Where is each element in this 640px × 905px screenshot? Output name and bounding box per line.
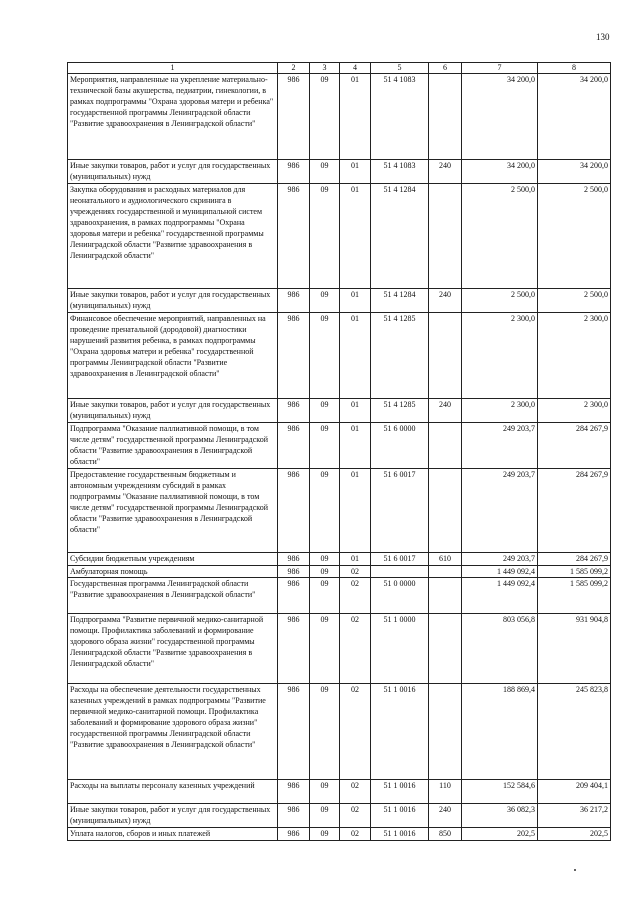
cell-section: 09	[310, 160, 340, 184]
cell-type	[429, 578, 462, 614]
cell-ministry: 986	[278, 184, 310, 289]
row-name: Государственная программа Ленинградской области "Развитие здравоохранения в Ленинградской области"	[68, 578, 278, 614]
cell-target: 51 6 0000	[371, 423, 429, 469]
row-name: Подпрограмма "Развитие первичной медико-санитарной помощи. Профилактика заболеваний и формирование здорового образа жизни" государственной программы Ленинградской области "Развитие здравоохранения в Ленинградской области"	[68, 614, 278, 684]
cell-amount-1: 34 200,0	[462, 74, 538, 160]
cell-target: 51 4 1083	[371, 160, 429, 184]
cell-amount-2: 36 217,2	[538, 804, 611, 828]
cell-amount-1: 2 500,0	[462, 289, 538, 313]
column-header: 2	[278, 63, 310, 74]
cell-ministry: 986	[278, 469, 310, 553]
cell-amount-2: 34 200,0	[538, 160, 611, 184]
cell-section: 09	[310, 399, 340, 423]
cell-section: 09	[310, 184, 340, 289]
table-row	[68, 313, 611, 399]
cell-type	[429, 469, 462, 553]
cell-amount-2: 202,5	[538, 828, 611, 841]
column-header: 5	[371, 63, 429, 74]
cell-target: 51 1 0016	[371, 804, 429, 828]
cell-ministry: 986	[278, 160, 310, 184]
cell-target: 51 0 0000	[371, 578, 429, 614]
cell-subsection: 02	[340, 828, 371, 841]
column-header: 8	[538, 63, 611, 74]
cell-amount-1: 202,5	[462, 828, 538, 841]
cell-target: 51 1 0000	[371, 614, 429, 684]
table-row	[68, 184, 611, 289]
table-row	[68, 469, 611, 553]
cell-type: 240	[429, 399, 462, 423]
cell-amount-1: 249 203,7	[462, 553, 538, 566]
table-row	[68, 566, 611, 578]
row-name: Мероприятия, направленные на укрепление материально-технической базы акушерства, педиатрии, гинекологии, в рамках подпрограммы "Охрана здоровья матери и ребенка" государственной программы Ленинградской области "Развитие здравоохранения в Ленинградской области"	[68, 74, 278, 160]
cell-ministry: 986	[278, 828, 310, 841]
cell-section: 09	[310, 780, 340, 804]
row-name: Расходы на выплаты персоналу казенных учреждений	[68, 780, 278, 804]
cell-amount-1: 152 584,6	[462, 780, 538, 804]
column-header: 4	[340, 63, 371, 74]
cell-section: 09	[310, 553, 340, 566]
row-name: Субсидии бюджетным учреждениям	[68, 553, 278, 566]
cell-target: 51 4 1285	[371, 399, 429, 423]
row-name: Уплата налогов, сборов и иных платежей	[68, 828, 278, 841]
cell-amount-2: 245 823,8	[538, 684, 611, 780]
table-row	[68, 780, 611, 804]
row-name: Подпрограмма "Оказание паллиативной помощи, в том числе детям" государственной программы Ленинградской области "Развитие здравоохранения в Ленинградской области"	[68, 423, 278, 469]
budget-table	[67, 62, 611, 841]
column-header: 6	[429, 63, 462, 74]
table-row	[68, 74, 611, 160]
cell-section: 09	[310, 289, 340, 313]
cell-subsection: 01	[340, 160, 371, 184]
cell-amount-2: 2 500,0	[538, 289, 611, 313]
cell-amount-2: 2 300,0	[538, 399, 611, 423]
cell-type	[429, 74, 462, 160]
table-row	[68, 828, 611, 841]
cell-target	[371, 566, 429, 578]
cell-subsection: 02	[340, 614, 371, 684]
cell-amount-1: 188 869,4	[462, 684, 538, 780]
cell-type	[429, 184, 462, 289]
table-row	[68, 423, 611, 469]
cell-amount-2: 1 585 099,2	[538, 566, 611, 578]
cell-subsection: 02	[340, 684, 371, 780]
cell-amount-1: 249 203,7	[462, 469, 538, 553]
cell-target: 51 6 0017	[371, 469, 429, 553]
scan-speck	[574, 869, 576, 871]
cell-type	[429, 423, 462, 469]
cell-type	[429, 566, 462, 578]
column-header: 7	[462, 63, 538, 74]
cell-ministry: 986	[278, 289, 310, 313]
cell-target: 51 1 0016	[371, 828, 429, 841]
cell-subsection: 01	[340, 289, 371, 313]
cell-type: 240	[429, 160, 462, 184]
cell-section: 09	[310, 566, 340, 578]
cell-amount-1: 803 056,8	[462, 614, 538, 684]
cell-amount-1: 2 300,0	[462, 399, 538, 423]
cell-subsection: 01	[340, 313, 371, 399]
cell-section: 09	[310, 74, 340, 160]
cell-ministry: 986	[278, 74, 310, 160]
cell-type: 850	[429, 828, 462, 841]
cell-amount-1: 249 203,7	[462, 423, 538, 469]
cell-amount-2: 2 500,0	[538, 184, 611, 289]
cell-subsection: 02	[340, 780, 371, 804]
table-row	[68, 553, 611, 566]
cell-amount-1: 36 082,3	[462, 804, 538, 828]
page-number: 130	[596, 32, 610, 42]
cell-type	[429, 614, 462, 684]
cell-target: 51 4 1083	[371, 74, 429, 160]
row-name: Амбулаторная помощь	[68, 566, 278, 578]
column-header: 3	[310, 63, 340, 74]
cell-ministry: 986	[278, 313, 310, 399]
cell-ministry: 986	[278, 684, 310, 780]
cell-section: 09	[310, 804, 340, 828]
cell-ministry: 986	[278, 780, 310, 804]
table-row	[68, 804, 611, 828]
cell-target: 51 4 1284	[371, 184, 429, 289]
column-header: 1	[68, 63, 278, 74]
cell-target: 51 4 1284	[371, 289, 429, 313]
cell-ministry: 986	[278, 553, 310, 566]
cell-ministry: 986	[278, 399, 310, 423]
table-row	[68, 684, 611, 780]
cell-subsection: 02	[340, 578, 371, 614]
cell-amount-1: 1 449 092,4	[462, 578, 538, 614]
cell-section: 09	[310, 313, 340, 399]
cell-subsection: 01	[340, 469, 371, 553]
cell-section: 09	[310, 469, 340, 553]
row-name: Расходы на обеспечение деятельности государственных казенных учреждений в рамках подпрограммы "Развитие первичной медико-санитарной помощи. Профилактика заболеваний и формирование здорового образа жизни" государственной программы Ленинградской области "Развитие здравоохранения в Ленинградской области"	[68, 684, 278, 780]
table-row	[68, 578, 611, 614]
cell-subsection: 01	[340, 399, 371, 423]
table-row	[68, 399, 611, 423]
cell-subsection: 02	[340, 566, 371, 578]
cell-target: 51 6 0017	[371, 553, 429, 566]
cell-amount-1: 1 449 092,4	[462, 566, 538, 578]
cell-type	[429, 684, 462, 780]
cell-target: 51 4 1285	[371, 313, 429, 399]
row-name: Иные закупки товаров, работ и услуг для государственных (муниципальных) нужд	[68, 160, 278, 184]
cell-section: 09	[310, 614, 340, 684]
cell-type: 240	[429, 289, 462, 313]
cell-ministry: 986	[278, 804, 310, 828]
cell-section: 09	[310, 828, 340, 841]
cell-target: 51 1 0016	[371, 780, 429, 804]
cell-subsection: 02	[340, 804, 371, 828]
row-name: Финансовое обеспечение мероприятий, направленных на проведение пренатальной (дородовой) диагностики нарушений развития ребенка, в рамках подпрограммы "Охрана здоровья матери и ребенка" государственной программы Ленинградской области "Развитие здравоохранения в Ленинградской области"	[68, 313, 278, 399]
cell-amount-2: 284 267,9	[538, 469, 611, 553]
cell-amount-1: 34 200,0	[462, 160, 538, 184]
cell-amount-1: 2 300,0	[462, 313, 538, 399]
row-name: Закупка оборудования и расходных материалов для неонатального и аудиологического скрининга в учреждениях государственной и муниципальной систем здравоохранения, в рамках подпрограммы "Охрана здоровья матери и ребенка" государственной программы Ленинградской области "Развитие здравоохранения в Ленинградской области"	[68, 184, 278, 289]
cell-ministry: 986	[278, 578, 310, 614]
table-row	[68, 289, 611, 313]
cell-target: 51 1 0016	[371, 684, 429, 780]
cell-subsection: 01	[340, 553, 371, 566]
row-name: Иные закупки товаров, работ и услуг для государственных (муниципальных) нужд	[68, 289, 278, 313]
column-number-row	[68, 63, 611, 74]
cell-amount-1: 2 500,0	[462, 184, 538, 289]
cell-amount-2: 931 904,8	[538, 614, 611, 684]
cell-ministry: 986	[278, 423, 310, 469]
cell-amount-2: 284 267,9	[538, 553, 611, 566]
cell-type: 110	[429, 780, 462, 804]
table-row	[68, 614, 611, 684]
cell-type: 240	[429, 804, 462, 828]
cell-ministry: 986	[278, 566, 310, 578]
cell-type: 610	[429, 553, 462, 566]
row-name: Предоставление государственным бюджетным и автономным учреждениям субсидий в рамках подпрограммы "Оказание паллиативной помощи, в том числе детям" государственной программы Ленинградской области "Развитие здравоохранения в Ленинградской области"	[68, 469, 278, 553]
cell-amount-2: 209 404,1	[538, 780, 611, 804]
cell-section: 09	[310, 423, 340, 469]
cell-amount-2: 34 200,0	[538, 74, 611, 160]
cell-section: 09	[310, 684, 340, 780]
row-name: Иные закупки товаров, работ и услуг для государственных (муниципальных) нужд	[68, 399, 278, 423]
cell-amount-2: 2 300,0	[538, 313, 611, 399]
cell-subsection: 01	[340, 74, 371, 160]
cell-section: 09	[310, 578, 340, 614]
cell-type	[429, 313, 462, 399]
cell-subsection: 01	[340, 423, 371, 469]
row-name: Иные закупки товаров, работ и услуг для государственных (муниципальных) нужд	[68, 804, 278, 828]
cell-amount-2: 1 585 099,2	[538, 578, 611, 614]
cell-subsection: 01	[340, 184, 371, 289]
table-row	[68, 160, 611, 184]
cell-amount-2: 284 267,9	[538, 423, 611, 469]
cell-ministry: 986	[278, 614, 310, 684]
